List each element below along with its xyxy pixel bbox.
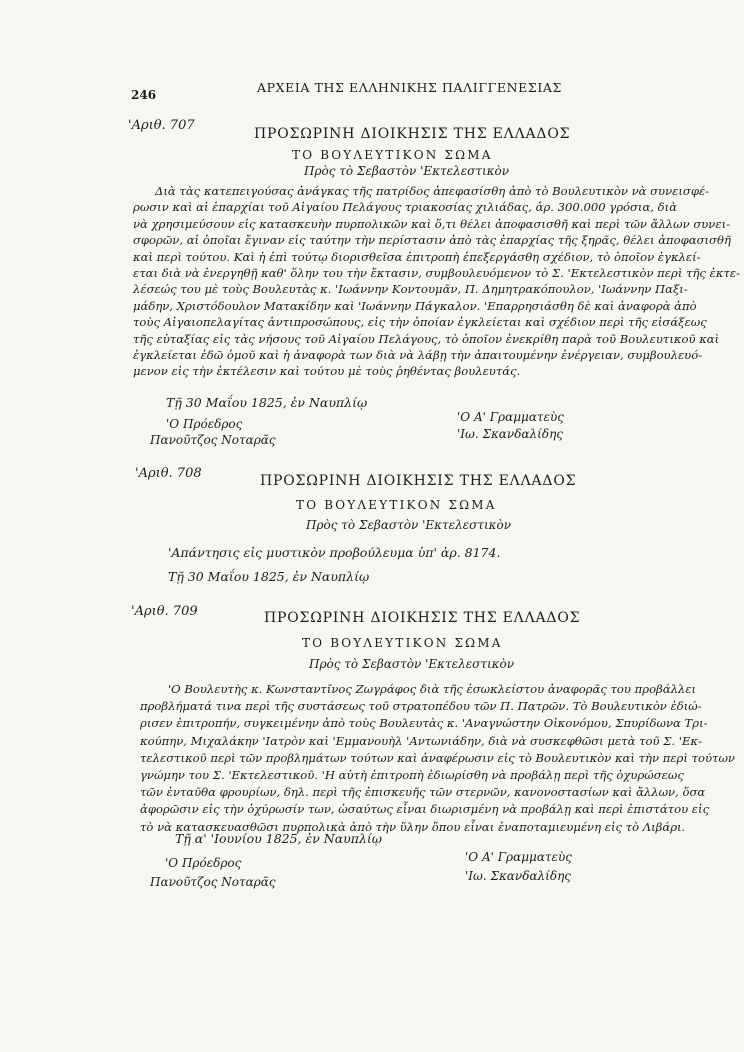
entry-708-date: Τῇ 30 Μαΐου 1825, ἐν Ναυπλίῳ [168,569,370,584]
entry-709-subtitle: ΤΟ ΒΟΥΛΕΥΤΙΚΟΝ ΣΩΜΑ [302,636,503,650]
body-line: προβλήματά τινα περὶ τῆς συστάσεως τοῦ στρατοπέδου τῶν Π. Πατρῶν. Τὸ Βουλευτικὸν ἐδιώ- [140,699,702,714]
entry-709-date: Τῇ α' 'Ιουνίου 1825, ἐν Ναυπλίῳ [175,831,382,846]
body-line: γνώμην του Σ. 'Εκτελεστικοῦ. 'Η αὐτὴ ἐπιτροπὴ ἐδιωρίσθη νὰ προβάλῃ περὶ τῆς ὀχυρώσεως [140,768,684,783]
body-line: Διὰ τὰς κατεπειγούσας ἀνάγκας τῆς πατρίδος ἀπεφασίσθη ἀπὸ τὸ Βουλευτικὸν νὰ συνεισφέ- [155,184,710,198]
body-line: ρωσιν καὶ αἱ ἐπαρχίαι τοῦ Αἰγαίου Πελάγους τριακοσίας χιλιάδας, ἀρ. 300.000 γρόσια, διὰ [133,200,678,215]
body-line: εται διὰ νὰ ἐνεργηθῇ καθ' ὅλην του τὴν ἔκτασιν, συμβουλευόμενον τὸ Σ. 'Εκτελεστικὸν περὶ τῆς ἐκτε- [133,266,740,281]
entry-708-subtitle: ΤΟ ΒΟΥΛΕΥΤΙΚΟΝ ΣΩΜΑ [296,498,497,512]
body-line: τελεστικοῦ περὶ τῶν προβλημάτων τούτων καὶ ἀναφέρωσιν εἰς τὸ Βουλευτικὸν καὶ τὴν περὶ τούτων [140,750,735,765]
body-line: μάδην, Χριστόδουλον Ματακίδην καὶ 'Ιωάννην Πάγκαλον. 'Επαρρησιάσθη δὲ καὶ ἀναφορὰ ἀπὸ [133,298,697,313]
body-line: λέσεώς του μὲ τοὺς Βουλευτὰς κ. 'Ιωάννην Κοντουμᾶν, Π. Δημητρακόπουλον, 'Ιωάννην Παξι- [133,282,688,297]
running-title: ΑΡΧΕΙΑ ΤΗΣ ΕΛΛΗΝΙΚΗΣ ΠΑΛΙΓΓΕΝΕΣΙΑΣ [257,80,562,95]
body-line: ἀφορῶσιν εἰς τὴν ὀχύρωσίν των, ὡσαύτως εἶναι διωρισμένη νὰ προβάλῃ καὶ περὶ ἐπιστάτου εἰς [140,802,710,817]
entry-707-number: 'Αριθ. 707 [128,118,195,133]
entry-707-date: Τῇ 30 Μαΐου 1825, ἐν Ναυπλίῳ [166,395,368,410]
body-line: καὶ περὶ τούτου. Καὶ ἡ ἐπὶ τούτῳ διορισθεῖσα ἐπιτροπὴ ἐπεξεργάσθη σχέδιον, τὸ ὁποῖον ἐγκλεί- [133,249,701,264]
entry-709-addressee: Πρὸς τὸ Σεβαστὸν 'Εκτελεστικὸν [309,657,515,671]
entry-707-subtitle: ΤΟ ΒΟΥΛΕΥΤΙΚΟΝ ΣΩΜΑ [292,148,493,162]
body-line: τῶν ἐνταῦθα φρουρίων, δηλ. περὶ τῆς ἐπισκευῆς τῶν στερνῶν, κανονοστασίων καὶ ἄλλων, ὅσα [140,785,706,800]
entry-709-number: 'Αριθ. 709 [131,604,198,619]
entry-709-president-name: Πανοῦτζος Νοταρᾶς [150,875,276,889]
entry-707-secretary-title: 'Ο Α' Γραμματεὺς [457,410,565,424]
body-line: τὸ νὰ κατασκευασθῶσι πυρπολικὰ ἀπὸ τὴν ὕλην ὅπου εἶναι ἐναποταμιευμένη εἰς τὸ Λιβάρι. [140,819,686,834]
entry-707-president-title: 'Ο Πρόεδρος [166,417,243,431]
entry-708-addressee: Πρὸς τὸ Σεβαστὸν 'Εκτελεστικὸν [306,518,512,532]
entry-708-title: ΠΡΟΣΩΡΙΝΗ ΔΙΟΙΚΗΣΙΣ ΤΗΣ ΕΛΛΑΔΟΣ [260,473,577,489]
page-number: 246 [131,88,157,102]
entry-708-number: 'Αριθ. 708 [135,466,202,481]
entry-709-title: ΠΡΟΣΩΡΙΝΗ ΔΙΟΙΚΗΣΙΣ ΤΗΣ ΕΛΛΑΔΟΣ [264,610,581,626]
entry-707-president-name: Πανοῦτζος Νοταρᾶς [150,433,276,447]
entry-709-secretary-title: 'Ο Α' Γραμματεὺς [465,850,573,864]
entry-709-president-title: 'Ο Πρόεδρος [165,856,242,870]
entry-709-body [140,681,735,836]
body-line: μενον εἰς τὴν ἐκτέλεσιν καὶ τούτου μὲ τοὺς ῥηθέντας βουλευτάς. [133,364,521,379]
body-line: ρισεν ἐπιτροπήν, συγκειμένην ἀπὸ τοὺς Βουλευτὰς κ. 'Αναγνώστην Οἰκονόμου, Σπυρίδωνα Τρι- [140,716,708,731]
entry-707-title: ΠΡΟΣΩΡΙΝΗ ΔΙΟΙΚΗΣΙΣ ΤΗΣ ΕΛΛΑΔΟΣ [254,126,571,142]
body-line: τοὺς Αἰγαιοπελαγίτας ἀντιπροσώπους, εἰς τὴν ὁποίαν ἐγκλείεται καὶ σχέδιον περὶ τῆς εἰσάξεως [133,315,707,330]
entry-707-body [133,183,740,380]
body-line: ἐγκλείεται ἐδῶ ὁμοῦ καὶ ἡ ἀναφορὰ των διὰ νὰ λάβῃ τὴν ἀπαιτουμένην ἐνέργειαν, συμβουλευό- [133,348,703,363]
body-line: κούπην, Μιχαλάκην 'Ιατρὸν καὶ 'Εμμανουὴλ 'Αντωνιάδην, διὰ νὰ συσκεφθῶσι μετὰ τοῦ Σ. 'Εκ- [140,733,702,748]
entry-708-body: 'Απάντησις εἰς μυστικὸν προβούλευμα ὑπ' ἀρ. 8174. [168,545,501,560]
body-line: τῆς εὐταξίας εἰς τὰς νήσους τοῦ Αἰγαίου Πελάγους, τὸ ὁποῖον ἐνεκρίθη παρὰ τοῦ Βουλευτικοῦ καὶ [133,331,720,346]
entry-707-addressee: Πρὸς τὸ Σεβαστὸν 'Εκτελεστικὸν [304,164,510,178]
entry-709-secretary-name: 'Ιω. Σκανδαλίδης [465,869,571,883]
body-line: σφορῶν, αἱ ὁποῖαι ἔγιναν εἰς ταύτην τὴν περίστασιν ἀπὸ τὰς ἐπαρχίας τῆς ξηρᾶς, θέλει ἀποφασισθῆ [133,233,731,248]
body-line: 'Ο Βουλευτὴς κ. Κωνσταντῖνος Ζωγράφος διὰ τῆς ἐσωκλείστου ἀναφορᾶς του προβάλλει [168,682,697,696]
body-line: νὰ χρησιμεύσουν εἰς κατασκευὴν πυρπολικῶν καὶ ὅ,τι θέλει ἀποφασισθῆ καὶ περὶ τῶν ἄλλων συνει- [133,216,731,231]
entry-707-secretary-name: 'Ιω. Σκανδαλίδης [457,427,563,441]
